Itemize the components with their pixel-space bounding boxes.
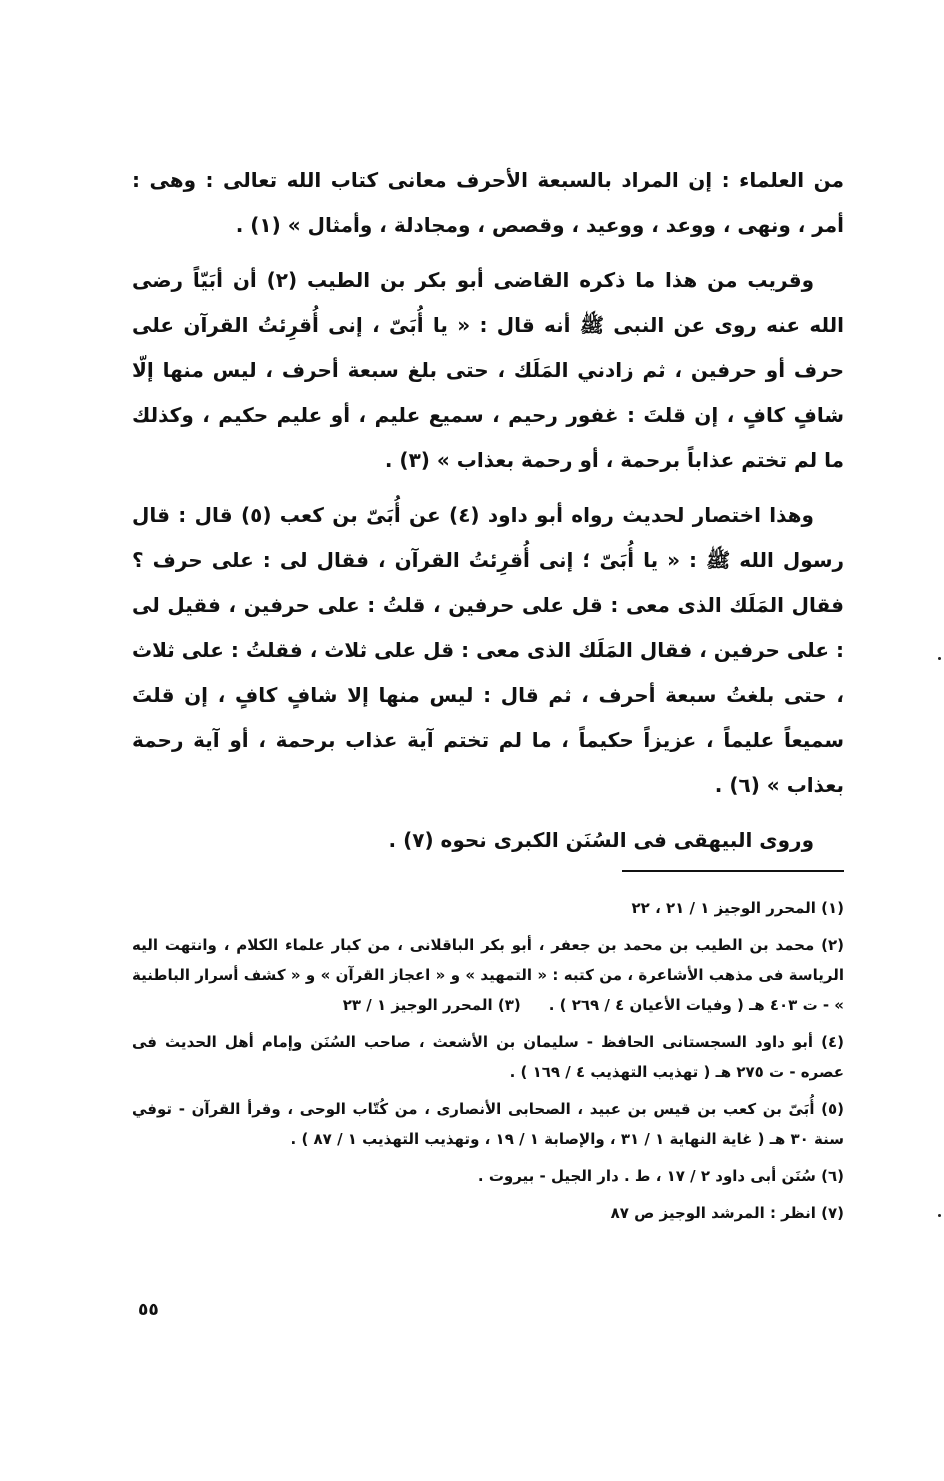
footnote-4: (٤) أبو داود السجستانى الحافظ - سليمان بن الأشعث ، صاحب السُنَن وإمام أهل الحديث فى عصره - ت ٢٧٥ هـ ( تهذيب التهذيب ٤ / ١٦٩ ) . [132, 1033, 844, 1081]
footnote-7: (٧) انظر : المرشد الوجيز ص ٨٧ [610, 1204, 844, 1222]
footnote-2-3 [132, 930, 844, 1020]
paragraph-1: من العلماء : إن المراد بالسبعة الأحرف معانى كتاب الله تعالى : وهى : أمر ، ونهى ، ووعد ، ووعيد ، وقصص ، ومجادلة ، وأمثال » (١) . [132, 168, 844, 237]
paragraph-4: وروى البيهقى فى السُنَن الكبرى نحوه (٧) . [388, 828, 814, 852]
page-number: ٥٥ [138, 1300, 159, 1320]
footnote-6: (٦) سُنَن أبى داود ٢ / ١٧ ، ط . دار الجيل - بيروت . [477, 1167, 844, 1185]
footnote-separator [622, 870, 844, 872]
main-text-body [132, 158, 844, 873]
scan-speck [938, 657, 941, 660]
footnote-1: (١) المحرر الوجيز ١ / ٢١ ، ٢٢ [631, 899, 844, 917]
footnotes-section [132, 893, 844, 1235]
paragraph-3: وهذا اختصار لحديث رواه أبو داود (٤) عن أُبَىّ بن كعب (٥) قال : قال رسول الله ﷺ : « يا أُبَىّ ؛ إنى أُقرِئتُ القرآن ، فقال لى : على حرف ؟ فقال المَلَك الذى معى : قل على حرفين ، قلتُ : على حرفين ، فقيل لى : على حرفين ، فقال المَلَك الذى معى : قل على ثلاث ، فقلتُ : على ثلاث ، حتى بلغتُ سبعة أحرف ، ثم قال : ليس منها إلا شافٍ كافٍ ، إن قلتَ سميعاً عليماً ، عزيزاً حكيماً ، ما لم تختم آية عذاب برحمة ، أو آية رحمة بعذاب » (٦) . [132, 503, 844, 797]
scan-speck [938, 1214, 941, 1217]
footnote-5: (٥) أُبَىّ بن كعب بن قيس بن عبيد ، الصحابى الأنصارى ، من كُتّاب الوحى ، وقرأ القرآن - توفي سنة ٣٠ هـ ( غاية النهاية ١ / ٣١ ، والإصابة ١ / ١٩ ، وتهذيب التهذيب ١ / ٨٧ ) . [132, 1100, 844, 1148]
footnote-2: (٢) محمد بن الطيب بن محمد بن جعفر ، أبو بكر الباقلانى ، من كبار علماء الكلام ، وانتهت اليه الرياسة فى مذهب الأشاعرة ، من كتبه : « التمهيد » و « اعجاز القرآن » و « كشف أسرار الباطنية » - ت ٤٠٣ هـ ( وفيات الأعيان ٤ / ٢٦٩ ) . [132, 936, 844, 1014]
footnote-3: (٣) المحرر الوجيز ١ / ٢٣ [342, 996, 521, 1014]
paragraph-2: وقريب من هذا ما ذكره القاضى أبو بكر بن الطيب (٢) أن أبَيّاً رضى الله عنه روى عن النبى ﷺ أنه قال : « يا أُبَىّ ، إنى أُقرِئتُ القرآن على حرف أو حرفين ، ثم زادني المَلَك ، حتى بلغ سبعة أحرف ، ليس منها إلّا شافٍ كافٍ ، إن قلتَ : غفور رحيم ، سميع عليم ، أو عليم حكيم ، وكذلك ما لم تختم عذاباً برحمة ، أو رحمة بعذاب » (٣) . [132, 268, 844, 472]
